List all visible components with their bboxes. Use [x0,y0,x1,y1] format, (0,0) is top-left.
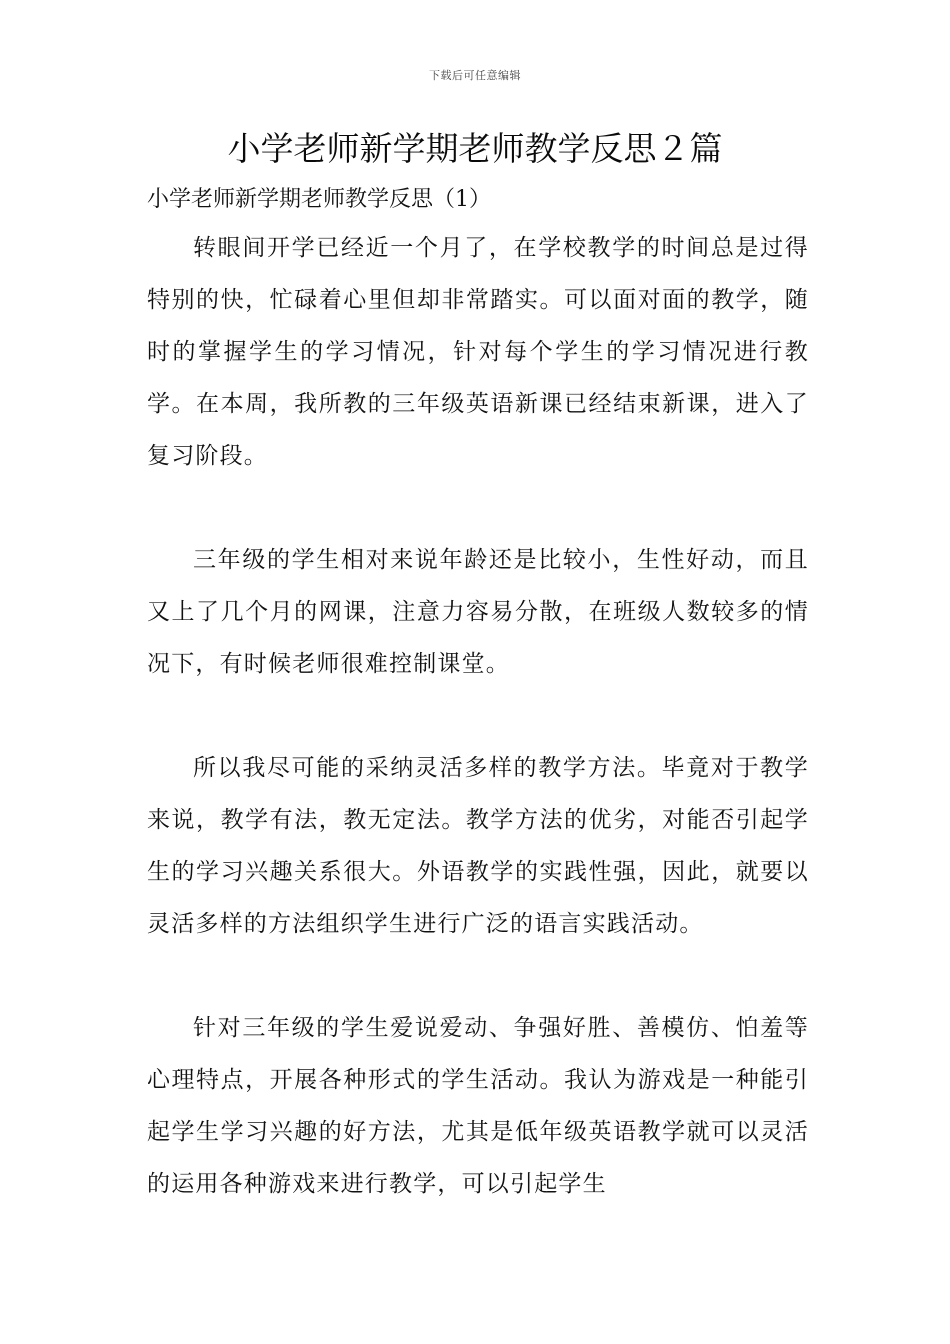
section-heading: 小学老师新学期老师教学反思（1） [147,187,491,212]
paragraph: 所以我尽可能的采纳灵活多样的教学方法。毕竟对于教学来说，教学有法，教无定法。教学方法的优劣，对能否引起学生的学习兴趣关系很大。外语教学的实践性强，因此，就要以灵活多样的方法组织学生进行广泛的语言实践活动。 [147,755,809,937]
paragraph: 针对三年级的学生爱说爱动、争强好胜、善模仿、怕羞等心理特点，开展各种形式的学生活动。我认为游戏是一种能引起学生学习兴趣的好方法，尤其是低年级英语教学就可以灵活的运用各种游戏来进行教学，可以引起学生 [147,1015,809,1197]
header-note: 下载后可任意编辑 [429,69,521,82]
paragraph: 三年级的学生相对来说年龄还是比较小，生性好动，而且又上了几个月的网课，注意力容易分散，在班级人数较多的情况下，有时候老师很难控制课堂。 [147,547,809,677]
document-title: 小学老师新学期老师教学反思２篇 [227,129,723,168]
paragraph: 转眼间开学已经近一个月了，在学校教学的时间总是过得特别的快，忙碌着心里但却非常踏实。可以面对面的教学，随时的掌握学生的学习情况，针对每个学生的学习情况进行教学。在本周，我所教的三年级英语新课已经结束新课，进入了复习阶段。 [147,235,809,469]
document-body [147,222,809,1210]
